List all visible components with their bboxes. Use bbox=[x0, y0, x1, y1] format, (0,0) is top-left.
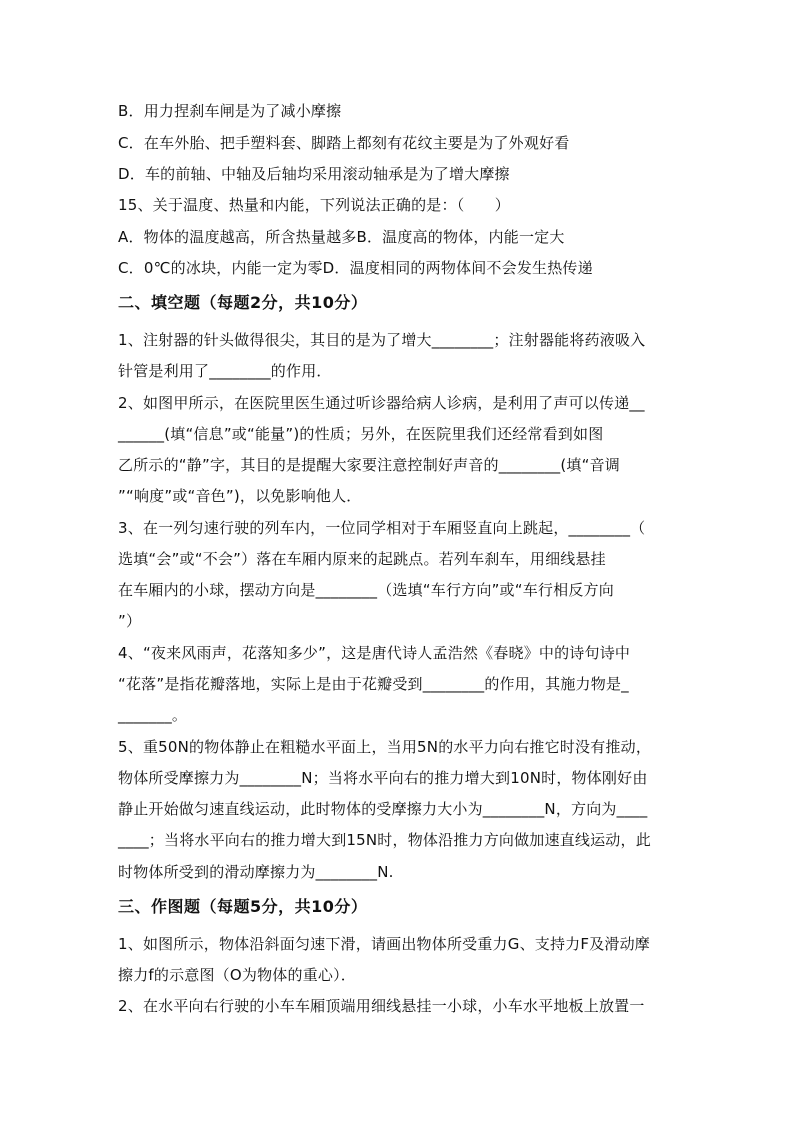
fill-line: 2、如图甲所示，在医院里医生通过听诊器给病人诊病，是利用了声可以传递__ bbox=[118, 394, 645, 412]
option-d-line: D．车的前轴、中轴及后轴均采用滚动轴承是为了增大摩擦 bbox=[118, 165, 510, 183]
section-2-title: 二、填空题（每题2分，共10分） bbox=[118, 293, 368, 312]
fill-line: 3、在一列匀速行驶的列车内，一位同学相对于车厢竖直向上跳起，________（ bbox=[118, 519, 646, 537]
fill-line: ____；当将水平向右的推力增大到15N时，物体沿推力方向做加速直线运动，此 bbox=[118, 831, 651, 849]
drawing-line: 2、在水平向右行驶的小车车厢顶端用细线悬挂一小球，小车水平地板上放置一 bbox=[118, 997, 645, 1015]
fill-line: ”“响度”或“音色”)，以免影响他人． bbox=[118, 487, 362, 505]
fill-line: 4、“夜来风雨声，花落知多少”，这是唐代诗人孟浩然《春晓》中的诗句诗中 bbox=[118, 644, 631, 662]
option-ab-line: A．物体的温度越高，所含热量越多B．温度高的物体，内能一定大 bbox=[118, 228, 565, 246]
drawing-line: 1、如图所示，物体沿斜面匀速下滑，请画出物体所受重力G、支持力F及滑动摩 bbox=[118, 935, 650, 953]
fill-line: 在车厢内的小球，摆动方向是________（选填“车行方向”或“车行相反方向 bbox=[118, 581, 614, 599]
fill-line: “花落”是指花瓣落地，实际上是由于花瓣受到________的作用，其施力物是_ bbox=[118, 675, 629, 693]
fill-line: 选填“会”或“不会”）落在车厢内原来的起跳点。若列车刹车，用细线悬挂 bbox=[118, 550, 606, 568]
fill-line: 时物体所受到的滑动摩擦力为________N. bbox=[118, 863, 394, 881]
fill-line: _______。 bbox=[118, 706, 188, 724]
drawing-line: 擦力f的示意图（O为物体的重心）． bbox=[118, 966, 356, 984]
option-c-line: C．在车外胎、把手塑料套、脚踏上都刻有花纹主要是为了外观好看 bbox=[118, 134, 570, 152]
fill-line: 针管是利用了________的作用． bbox=[118, 362, 332, 380]
fill-line: 静止开始做匀速直线运动，此时物体的受摩擦力大小为________N，方向为____ bbox=[118, 800, 648, 818]
fill-line: 1、注射器的针头做得很尖，其目的是为了增大________；注射器能将药液吸入 bbox=[118, 331, 646, 349]
option-b-line: B．用力捏刹车闸是为了减小摩擦 bbox=[118, 102, 342, 120]
fill-line: 乙所示的“静”字，其目的是提醒大家要注意控制好声音的________(填“音调 bbox=[118, 456, 620, 474]
question-15: 15、关于温度、热量和内能，下列说法正确的是：（ ） bbox=[118, 196, 510, 214]
section-3-title: 三、作图题（每题5分，共10分） bbox=[118, 897, 368, 916]
fill-line: 物体所受摩擦力为________N；当将水平向右的推力增大到10N时，物体刚好由 bbox=[118, 769, 648, 787]
fill-line: ______(填“信息”或“能量”)的性质；另外，在医院里我们还经常看到如图 bbox=[118, 425, 604, 443]
fill-line: 5、重50N的物体静止在粗糙水平面上，当用5N的水平力向右推它时没有推动， bbox=[118, 738, 652, 756]
option-cd-line: C．0℃的冰块，内能一定为零D．温度相同的两物体间不会发生热传递 bbox=[118, 259, 593, 277]
fill-line: ”） bbox=[118, 612, 142, 630]
